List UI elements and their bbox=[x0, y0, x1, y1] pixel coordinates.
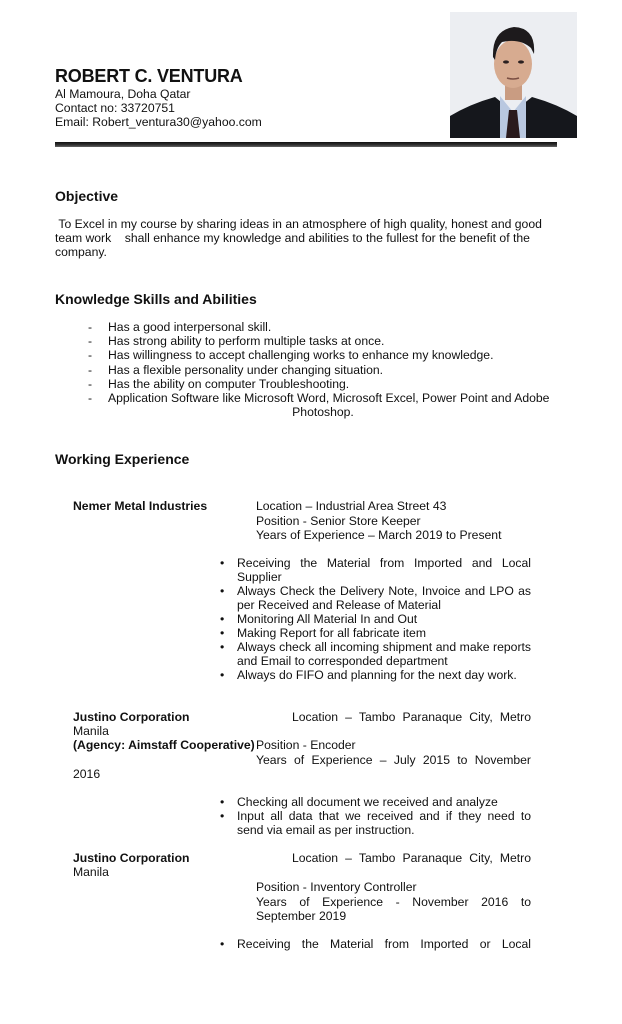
skill-item bbox=[88, 363, 558, 377]
skill-item bbox=[88, 377, 558, 391]
duty-text: Input all data that we received and if they need to send via email as per instruction. bbox=[237, 809, 531, 838]
skill-text: Has a good interpersonal skill. bbox=[108, 320, 272, 334]
skill-text: Photoshop. bbox=[292, 405, 354, 420]
job-2-years-cont: 2016 bbox=[73, 766, 101, 781]
skill-text: Has strong ability to perform multiple tasks at once. bbox=[108, 334, 385, 349]
job-1-details bbox=[256, 499, 531, 542]
job-3-company: Justino Corporation bbox=[73, 851, 190, 866]
duty-text: Checking all document we received and analyze bbox=[237, 795, 498, 810]
skills-list bbox=[88, 320, 558, 419]
bullet-icon: • bbox=[220, 626, 225, 641]
duty-item bbox=[220, 612, 531, 626]
address: Al Mamoura, Doha Qatar bbox=[55, 87, 191, 101]
duty-item bbox=[220, 795, 531, 809]
job-3-spacer bbox=[73, 880, 256, 923]
duty-item bbox=[220, 640, 531, 668]
dash-icon: - bbox=[88, 334, 93, 349]
duty-item bbox=[220, 626, 531, 640]
duty-text: Monitoring All Material In and Out bbox=[237, 612, 418, 627]
duty-item bbox=[220, 809, 531, 837]
bullet-icon: • bbox=[220, 556, 225, 571]
bullet-icon: • bbox=[220, 795, 225, 810]
bullet-icon: • bbox=[220, 584, 225, 599]
job-3-details bbox=[256, 880, 531, 923]
dash-icon: - bbox=[88, 391, 93, 406]
duty-text: Receiving the Material from Imported and Local Supplier bbox=[237, 556, 531, 585]
dash-icon: - bbox=[88, 348, 93, 363]
email: Email: Robert_ventura30@yahoo.com bbox=[55, 115, 262, 129]
job-1-company: Nemer Metal Industries bbox=[73, 499, 208, 514]
job-3-location-cont: Manila bbox=[73, 865, 109, 880]
person-photo-icon bbox=[450, 12, 577, 138]
dash-icon: - bbox=[88, 320, 93, 334]
objective-line-1: To Excel in my course by sharing ideas in an atmosphere of high quality, honest and good bbox=[55, 217, 542, 231]
bullet-icon: • bbox=[220, 937, 225, 952]
contact-number: Contact no: 33720751 bbox=[55, 101, 175, 115]
job-2-company: Justino Corporation bbox=[73, 710, 190, 725]
job-2-location: Location – Tambo Paranaque City, Metro bbox=[292, 710, 531, 725]
job-1-location: Location – Industrial Area Street 43 bbox=[256, 499, 447, 514]
skill-item-continuation bbox=[88, 405, 558, 419]
job-2-location-cont: Manila bbox=[73, 724, 109, 739]
job-2-duties bbox=[220, 795, 531, 837]
duty-text: Always do FIFO and planning for the next day work. bbox=[237, 668, 517, 683]
job-1-duties bbox=[220, 556, 531, 682]
job-2-years: Years of Experience – July 2015 to November bbox=[256, 752, 531, 767]
bullet-icon: • bbox=[220, 668, 225, 683]
duty-item bbox=[220, 937, 531, 951]
skill-text: Has the ability on computer Troubleshooting. bbox=[108, 376, 350, 391]
profile-photo bbox=[450, 12, 577, 138]
duty-item bbox=[220, 584, 531, 612]
bullet-icon: • bbox=[220, 640, 225, 655]
job-1-position: Position - Senior Store Keeper bbox=[256, 513, 421, 528]
job-2-position: Position - Encoder bbox=[256, 738, 356, 753]
experience-heading: Working Experience bbox=[55, 451, 190, 468]
duty-item bbox=[220, 668, 531, 682]
duty-item bbox=[220, 556, 531, 584]
job-1 bbox=[73, 499, 531, 682]
job-2-agency: (Agency: Aimstaff Cooperative) bbox=[73, 738, 255, 753]
job-2 bbox=[73, 710, 531, 837]
header-divider bbox=[55, 142, 557, 147]
skill-text: Has a flexible personality under changing situation. bbox=[108, 362, 384, 377]
job-3-position: Position - Inventory Controller bbox=[256, 880, 417, 895]
duty-text: Receiving the Material from Imported or Local bbox=[237, 937, 531, 952]
skill-text: Application Software like Microsoft Word, Microsoft Excel, Power Point and Adobe bbox=[108, 391, 550, 406]
skill-text: Has willingness to accept challenging works to enhance my knowledge. bbox=[108, 348, 494, 363]
duty-text: Making Report for all fabricate item bbox=[237, 626, 426, 641]
objective-text bbox=[55, 217, 560, 259]
bullet-icon: • bbox=[220, 612, 225, 627]
job-1-years: Years of Experience – March 2019 to Present bbox=[256, 527, 502, 542]
duty-text: Always Check the Delivery Note, Invoice and LPO as per Received and Release of Material bbox=[237, 584, 531, 613]
skill-item bbox=[88, 320, 558, 334]
resume-body bbox=[55, 188, 560, 951]
job-3-years: Years of Experience - November 2016 to bbox=[256, 894, 531, 909]
job-3-duties bbox=[220, 937, 531, 951]
dash-icon: - bbox=[88, 376, 93, 391]
job-3 bbox=[73, 851, 531, 951]
objective-heading: Objective bbox=[55, 188, 119, 204]
candidate-name: ROBERT C. VENTURA bbox=[55, 66, 243, 86]
objective-line-3: company. bbox=[55, 245, 107, 259]
dash-icon: - bbox=[88, 362, 93, 377]
job-2-spacer bbox=[73, 753, 256, 767]
skill-item bbox=[88, 334, 558, 348]
skill-item bbox=[88, 348, 558, 362]
objective-line-2: team work shall enhance my knowledge and abilities to the fullest for the benefit of the bbox=[55, 231, 530, 245]
bullet-icon: • bbox=[220, 809, 225, 824]
duty-text: Always check all incoming shipment and make reports and Email to corresponded department bbox=[237, 640, 531, 669]
skill-item bbox=[88, 391, 558, 405]
job-3-years-cont: September 2019 bbox=[256, 908, 347, 923]
skills-heading: Knowledge Skills and Abilities bbox=[55, 291, 257, 307]
job-3-location: Location – Tambo Paranaque City, Metro bbox=[292, 851, 531, 866]
